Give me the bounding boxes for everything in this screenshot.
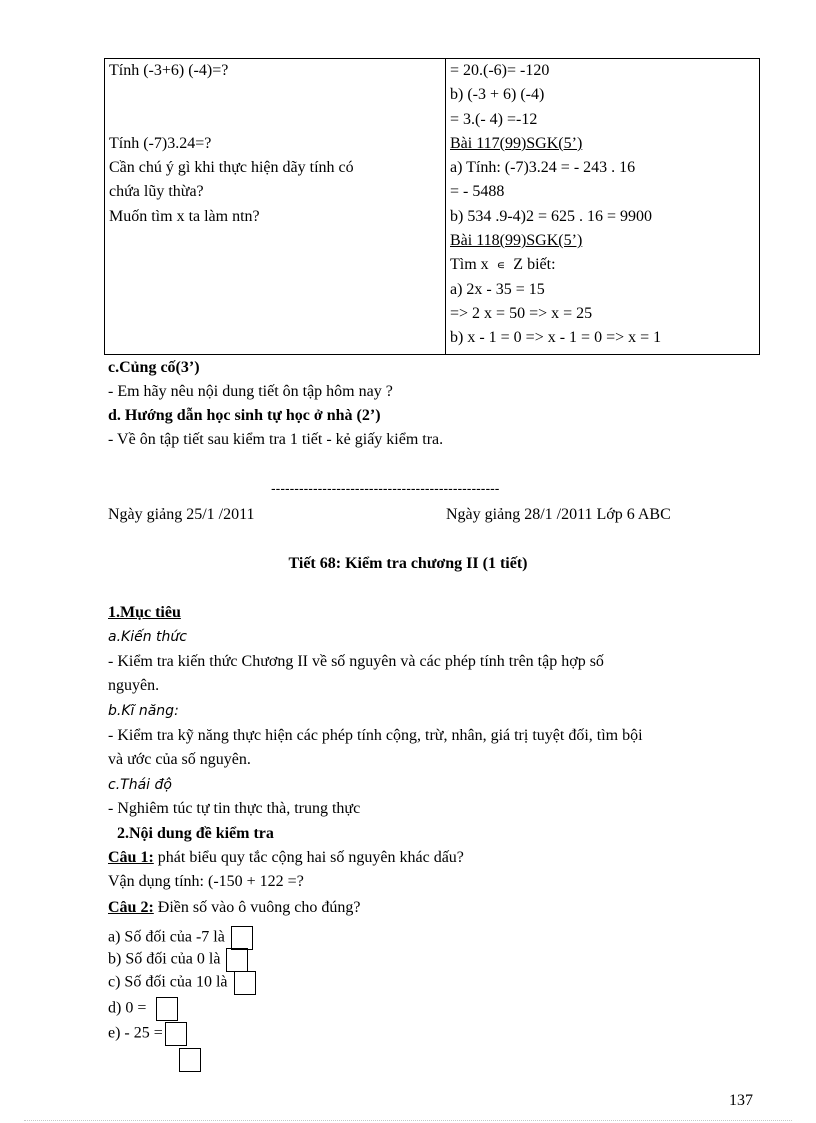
answer-line: a) 2x - 35 = 15 [450, 280, 545, 298]
question-2 [108, 897, 360, 919]
question-line [109, 83, 441, 107]
skills-line: và ước của số nguyên. [108, 751, 251, 768]
attitude-line: - Nghiêm túc tự tin thực thà, trung thực [108, 800, 361, 817]
teaching-date-right: Ngày giảng 28/1 /2011 Lớp 6 ABC [446, 506, 671, 523]
attitude-label: c.Thái độ [108, 777, 172, 793]
answer-line: a) Tính: (-7)3.24 = - 243 . 16 [450, 159, 636, 177]
guidance-text: - Về ôn tập tiết sau kiểm tra 1 tiết - kẻ giấy kiểm tra. [108, 431, 444, 448]
answer-box-extra[interactable] [179, 1048, 201, 1072]
answer-line: b) x - 1 = 0 => x - 1 = 0 => x = 1 [450, 329, 662, 347]
answer-line: = 20.(-6)= -120 [450, 62, 550, 79]
answer-box[interactable] [165, 1022, 187, 1046]
question-1-text: phát biểu quy tắc cộng hai số nguyên khác dấu? [153, 849, 464, 866]
teaching-date-left: Ngày giảng 25/1 /2011 [108, 506, 255, 523]
answer-line [450, 253, 755, 277]
find-x-text: Tìm x [450, 256, 489, 274]
fill-item-d [108, 997, 178, 1021]
find-x-text-end: Z biết: [513, 256, 556, 274]
answer-box[interactable] [226, 948, 248, 972]
guidance-heading: d. Hướng dẫn học sinh tự học ở nhà (2’) [108, 407, 381, 424]
answers-cell [446, 59, 760, 355]
question-line: chứa lũy thừa? [109, 183, 204, 201]
question-1-label: Câu 1: [108, 849, 154, 866]
questions-cell [105, 59, 446, 355]
skills-label: b.Kĩ năng: [108, 703, 179, 719]
answer-line: = - 5488 [450, 183, 505, 201]
answer-line: b) (-3 + 6) (-4) [450, 86, 545, 104]
knowledge-line: - Kiểm tra kiến thức Chương II về số nguyên và các phép tính trên tập hợp số [108, 653, 604, 670]
consolidation-text: - Em hãy nêu nội dung tiết ôn tập hôm nay ? [108, 383, 393, 400]
knowledge-line: nguyên. [108, 677, 160, 694]
fill-item-e [108, 1022, 187, 1046]
question-2-text: Điền số vào ô vuông cho đúng? [153, 899, 361, 916]
question-1-apply: Vận dụng tính: (-150 + 122 =? [108, 873, 304, 890]
fill-item-b [108, 948, 248, 972]
knowledge-label: a.Kiến thức [108, 629, 187, 645]
content-heading: 2.Nội dung đề kiểm tra [117, 825, 274, 842]
fill-item-c [108, 971, 256, 995]
fill-item-c-text: c) Số đối của 10 là [108, 973, 228, 991]
page-number: 137 [729, 1092, 753, 1109]
qa-table [104, 58, 760, 355]
objectives-heading: 1.Mục tiêu [108, 604, 181, 621]
answer-line: = 3.(- 4) =-12 [450, 110, 538, 128]
element-of-symbol: ∊ [496, 258, 506, 273]
separator-line: ------------------------------------------------- [271, 480, 500, 496]
answer-line: b) 534 .9-4)2 = 625 . 16 = 9900 [450, 207, 653, 225]
question-line: Tính (-7)3.24=? [109, 134, 212, 152]
fill-item-a [108, 926, 253, 950]
question-line: Cần chú ý gì khi thực hiện dãy tính có [109, 159, 354, 177]
fill-item-a-text: a) Số đối của -7 là [108, 928, 225, 946]
question-2-label: Câu 2: [108, 899, 154, 916]
exercise-heading: Bài 117(99)SGK(5’) [450, 134, 583, 152]
question-line: Muốn tìm x ta làm ntn? [109, 207, 260, 225]
fill-item-b-text: b) Số đối của 0 là [108, 950, 221, 968]
skills-line: - Kiểm tra kỹ năng thực hiện các phép tính cộng, trừ, nhân, giá trị tuyệt đối, tìm bội [108, 727, 643, 744]
question-1 [108, 847, 464, 869]
answer-box[interactable] [231, 926, 253, 950]
fill-item-e-text: e) - 25 = [108, 1024, 163, 1042]
answer-box[interactable] [156, 997, 178, 1021]
question-line: Tính (-3+6) (-4)=? [109, 62, 229, 79]
answer-line: => 2 x = 50 => x = 25 [450, 304, 593, 322]
fill-item-d-text: d) 0 = [108, 999, 147, 1017]
footer-dotted-rule [24, 1120, 792, 1121]
lesson-title: Tiết 68: Kiểm tra chương II (1 tiết) [288, 555, 528, 572]
answer-box[interactable] [234, 971, 256, 995]
question-line [109, 108, 441, 132]
exercise-heading: Bài 118(99)SGK(5’) [450, 232, 583, 250]
consolidation-heading: c.Củng cố(3’) [108, 359, 200, 376]
